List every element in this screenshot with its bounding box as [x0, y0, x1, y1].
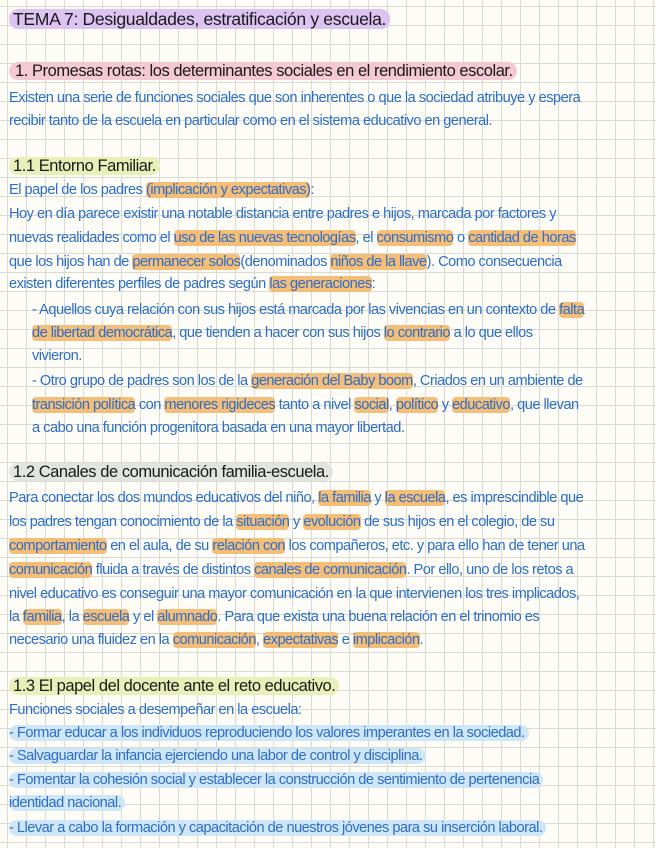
s12-line-5 [9, 586, 579, 602]
s11-l3-seg: , el [355, 230, 377, 246]
s13-line-5 [9, 795, 125, 811]
s11-line-5 [9, 276, 375, 292]
s11-line-10 [32, 397, 579, 413]
s11-l4-seg: que los hijos han de [9, 254, 133, 270]
s12-l6-mark: alumnado [157, 609, 218, 625]
s11-l3-seg: nuevas realidades como el [9, 230, 174, 246]
s11-l4-seg: ). Como consecuencia [426, 254, 562, 270]
s12-line-7 [9, 632, 423, 648]
s12-l3-mark: comportamiento [9, 538, 107, 554]
s12-l3-mark: relación con [212, 538, 286, 554]
s12-heading-text: 1.2 Canales de comunicación familia-escuela. [9, 463, 333, 481]
s11-l7-mark: de libertad democrática [32, 325, 173, 341]
section1-heading [9, 62, 517, 81]
s11-l2-seg: Hoy en día parece existir una notable distancia entre padres e hijos, marcada por factores y [9, 206, 556, 222]
s11-l11-seg: a cabo una función progenitora basada en una mayor libertad. [32, 420, 405, 436]
s11-line-11 [32, 420, 404, 436]
s12-l3-seg: los compañeros, etc. y para ello han de tener una [285, 538, 585, 554]
s12-heading [9, 463, 333, 482]
s12-l5-seg: nivel educativo es conseguir una mayor comunicación en la que intervienen los tres implicados, [9, 586, 580, 602]
s13-line-6-text: - Llevar a cabo la formación y capacitación de nuestros jóvenes para su inserción laboral. [9, 820, 546, 836]
s12-l6-seg: . Para que exista una buena relación en el trinomio es [217, 609, 540, 625]
s11-l10-mark: político [395, 397, 439, 413]
s12-l2-mark: situación [236, 514, 290, 530]
s12-l7-seg: e [338, 632, 353, 648]
s11-line-4 [9, 254, 562, 270]
s12-line-1 [9, 490, 583, 506]
s11-l1-seg: : [310, 182, 314, 198]
s11-l9-seg: - Otro grupo de padres son los de la [32, 373, 252, 389]
s11-line-7 [32, 325, 533, 341]
s12-l4-mark: comunicación [9, 562, 93, 578]
s12-l2-seg: los padres tengan conocimiento de la [9, 514, 237, 530]
s12-l2-mark: evolución [303, 514, 361, 530]
s13-line-4-text: - Fomentar la cohesión social y establecer la construcción de sentimiento de pertenencia [9, 772, 543, 788]
s11-l4-mark: permanecer solos [132, 254, 241, 270]
page-title [9, 9, 390, 30]
s13-line-1: Funciones sociales a desempeñar en la escuela: [9, 702, 302, 718]
s12-line-3 [9, 538, 585, 554]
s12-l7-mark: expectativas [263, 632, 339, 648]
s12-l7-mark: implicación [352, 632, 420, 648]
s11-l7-mark: lo contrario [383, 325, 451, 341]
s11-l4-seg: (denominados [240, 254, 331, 270]
s11-l3-mark: uso de las nuevas tecnologías [173, 230, 356, 246]
s11-l9-seg: , Criados en un ambiente de [412, 373, 583, 389]
s13-line-2 [9, 725, 529, 741]
s12-l3-seg: en el aula, de su [106, 538, 213, 554]
s12-l6-seg: , la [61, 609, 83, 625]
s11-l10-mark: transición política [32, 397, 136, 413]
s11-l4-mark: niños de la llave [330, 254, 427, 270]
s12-l6-seg: y el [129, 609, 158, 625]
s13-heading-text: 1.3 El papel del docente ante el reto educativo. [9, 677, 339, 695]
s11-line-6 [32, 302, 584, 318]
page-title-text: TEMA 7: Desigualdades, estratificación y escuela. [9, 9, 390, 29]
s11-l5-seg: : [371, 276, 376, 292]
section1-line-2: recibir tanto de la escuela en particular como en el sistema educativo en general. [9, 113, 493, 129]
s11-l6-mark: falta [559, 302, 585, 318]
s11-line-3 [9, 230, 576, 246]
s12-l7-seg: . [419, 632, 424, 648]
s12-l1-seg: Para conectar los dos mundos educativos del niño, [9, 490, 319, 506]
s11-line-9 [32, 373, 583, 389]
s13-line-2-text: - Formar educar a los individuos reproduciendo los valores imperantes en la sociedad. [9, 725, 529, 741]
s11-l10-seg: , que llevan [510, 397, 579, 413]
section1-line-1: Existen una serie de funciones sociales que son inherentes o que la sociedad atribuye y espera [9, 90, 581, 106]
s13-heading [9, 677, 339, 696]
s11-l3-mark: cantidad de horas [468, 230, 576, 246]
s11-l3-seg: o [453, 230, 469, 246]
s11-l10-seg: y [438, 397, 453, 413]
s11-heading-text: 1.1 Entorno Familiar. [9, 157, 160, 175]
s11-l9-mark: generación del Baby boom [251, 373, 413, 389]
s11-l5-seg: existen diferentes perfiles de padres según [9, 276, 270, 292]
s12-l1-mark: la familia [318, 490, 371, 506]
s11-heading [9, 157, 160, 176]
s12-l7-mark: comunicación [172, 632, 256, 648]
section1-heading-text: 1. Promesas rotas: los determinantes sociales en el rendimiento escolar. [9, 62, 517, 80]
s11-l5-mark: las generaciones [269, 276, 372, 292]
s12-l6-seg: la [9, 609, 23, 625]
s11-l10-mark: menores rigideces [164, 397, 276, 413]
s12-l4-seg: fluida a través de distintos [92, 562, 255, 578]
s12-l2-seg: de sus hijos en el colegio, de su [360, 514, 555, 530]
s11-l10-seg: tanto a nivel [275, 397, 355, 413]
s11-l7-seg: a lo que ellos [450, 325, 533, 341]
s12-line-4 [9, 562, 573, 578]
s12-line-6 [9, 609, 539, 625]
s12-l1-mark: la escuela [384, 490, 446, 506]
s11-l10-seg: , [388, 397, 396, 413]
s12-l1-seg: y [370, 490, 385, 506]
s12-l6-mark: familia [22, 609, 62, 625]
s12-line-2 [9, 514, 554, 530]
s13-line-6 [9, 820, 546, 836]
s12-l7-seg: necesario una fluidez en la [9, 632, 173, 648]
s11-line-1 [9, 182, 314, 198]
s13-line-4 [9, 772, 543, 788]
s11-l1-seg: El papel de los padres [9, 182, 146, 198]
s12-l6-mark: escuela [82, 609, 130, 625]
s11-l8-seg: vivieron. [32, 348, 82, 364]
s11-l7-seg: , que tienden a hacer con sus hijos [172, 325, 384, 341]
s11-line-2 [9, 206, 556, 222]
s12-l4-mark: canales de comunicación [254, 562, 407, 578]
s12-l1-seg: , es imprescindible que [445, 490, 584, 506]
s11-l10-seg: con [135, 397, 165, 413]
s11-l6-seg: - Aquellos cuya relación con sus hijos está marcada por las vivencias en un contexto de [32, 302, 560, 318]
s11-line-8 [32, 348, 82, 364]
s12-l2-seg: y [289, 514, 304, 530]
s13-line-3 [9, 748, 426, 764]
s11-l10-mark: educativo [452, 397, 511, 413]
s11-l10-mark: social [354, 397, 389, 413]
s11-l3-mark: consumismo [376, 230, 454, 246]
s13-line-5-text: identidad nacional. [9, 795, 125, 811]
s11-l1-mark: (implicación y expectativas) [145, 182, 311, 198]
s12-l4-seg: . Por ello, uno de los retos a [406, 562, 574, 578]
s13-line-3-text: - Salvaguardar la infancia ejerciendo una labor de control y disciplina. [9, 748, 426, 764]
s12-l7-seg: , [255, 632, 264, 648]
